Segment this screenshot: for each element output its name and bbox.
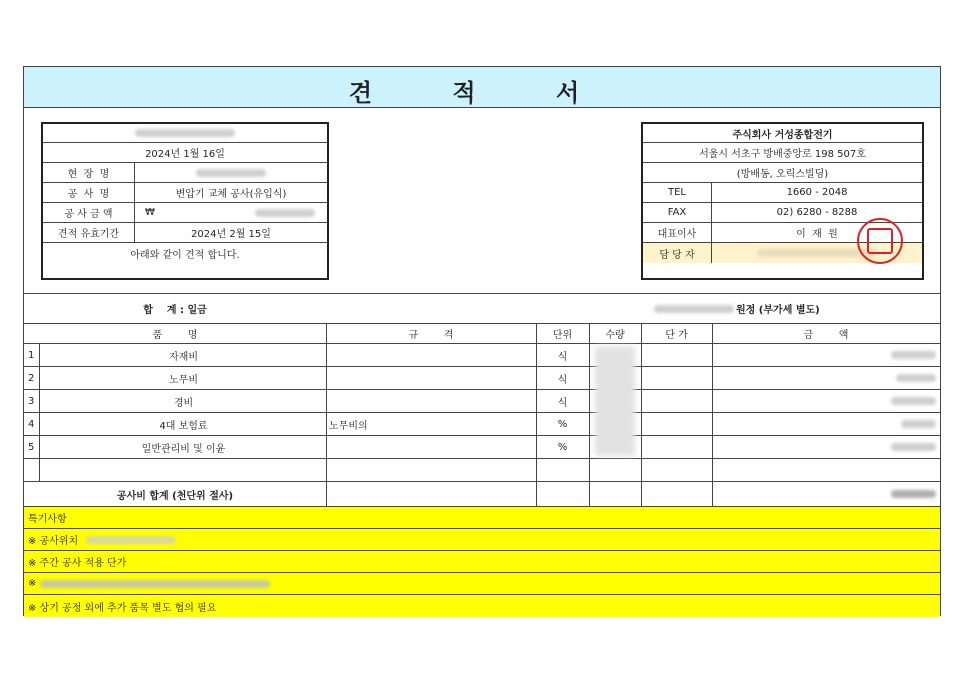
amount-row [43, 203, 327, 223]
amount-label: 공 사 금 액 [64, 209, 113, 220]
work-value: 변압기 교체 공사(유입식) [175, 189, 287, 200]
qty-redacted [595, 346, 635, 456]
row-item-name: 자재비 [169, 351, 198, 363]
work-label: 공 사 명 [67, 189, 110, 200]
validity-row [43, 223, 327, 243]
tel-row [643, 183, 922, 203]
table-row [24, 390, 940, 413]
row-unit: 식 [557, 351, 568, 363]
manager-label: 담 당 자 [659, 249, 695, 261]
subtotal-row [24, 482, 940, 506]
row-unit: % [557, 418, 568, 430]
ceo-value: 이 재 원 [796, 229, 838, 240]
note-item: ※ 공사위치 [24, 529, 940, 551]
row-unit: % [557, 441, 568, 453]
table-row [24, 344, 940, 367]
title-bar [24, 67, 940, 108]
row-item-name: 일반관리비 및 이윤 [141, 443, 226, 455]
row-number: 5 [24, 436, 40, 458]
table-row [24, 413, 940, 436]
tel-value: 1660 - 2048 [786, 187, 848, 198]
row-number: 3 [24, 390, 40, 412]
work-row [43, 183, 327, 203]
row-amount [712, 390, 936, 412]
table-row-empty [24, 459, 940, 482]
fax-label: FAX [667, 207, 687, 218]
header-qty: 수량 [605, 330, 625, 341]
date-row [43, 143, 327, 163]
header-name: 품 명 [152, 330, 198, 341]
company-name: 주식회사 거성종합전기 [732, 129, 833, 141]
row-spec [326, 390, 536, 412]
row-spec [326, 344, 536, 366]
address1-row [643, 143, 922, 163]
total-label: 합 계 : 일금 [143, 305, 207, 316]
row-item-name: 경비 [173, 397, 194, 409]
quote-date: 2024년 1월 16일 [145, 149, 225, 160]
client-name [43, 124, 327, 142]
currency-symbol: ₩ [145, 207, 155, 218]
address-line-1: 서울시 서초구 방배중앙로 198 507호 [699, 149, 866, 160]
summary-row [24, 294, 940, 323]
header-spec: 규 격 [408, 330, 454, 341]
header-unit-price: 단 가 [665, 330, 688, 341]
total-suffix: 원정 (부가세 별도) [736, 305, 820, 316]
note-item: ※ [24, 573, 940, 595]
site-label: 현 장 명 [67, 169, 110, 180]
total-amount [614, 294, 734, 323]
row-number: 1 [24, 344, 40, 366]
header-unit: 단위 [552, 330, 573, 341]
header-amount: 금 액 [803, 330, 849, 341]
fax-value: 02) 6280 - 8288 [776, 207, 858, 218]
address2-row [643, 163, 922, 183]
row-unit: 식 [557, 397, 568, 409]
address-line-2: (방배동, 오릭스빌딩) [736, 169, 829, 180]
quote-note: 아래와 같이 견적 합니다. [130, 249, 240, 261]
row-spec [326, 436, 536, 458]
table-row [24, 367, 940, 390]
client-row [43, 124, 327, 143]
quotation-sheet [23, 66, 941, 616]
note-item: ※ 상기 공정 외에 추가 품목 별도 협의 필요 [24, 595, 940, 617]
row-amount [712, 413, 936, 435]
row-spec: 노무비의 [329, 420, 368, 432]
table-header [24, 324, 940, 344]
row-number: 2 [24, 367, 40, 389]
row-item-name: 노무비 [169, 374, 198, 386]
row-item-name: 4대 보험료 [159, 420, 208, 432]
row-amount [712, 367, 936, 389]
row-number: 4 [24, 413, 40, 435]
tel-label: TEL [668, 187, 686, 198]
notes-title: 특기사항 [24, 507, 940, 529]
document-title: 견 적 서 [348, 79, 616, 107]
client-info-box [41, 122, 329, 280]
company-row [643, 124, 922, 143]
note-row [43, 243, 327, 263]
row-amount [712, 344, 936, 366]
row-amount [712, 436, 936, 458]
table-row [24, 436, 940, 459]
company-seal-icon [857, 218, 903, 264]
items-table [24, 324, 940, 506]
site-value [135, 163, 327, 182]
row-unit: 식 [557, 374, 568, 386]
site-row [43, 163, 327, 183]
amount-value [135, 203, 327, 222]
row-spec [326, 367, 536, 389]
note-item: ※ 주간 공사 적용 단가 [24, 551, 940, 573]
ceo-label: 대표이사 [657, 229, 697, 240]
subtotal-label: 공사비 합계 (천단위 절사) [116, 490, 234, 502]
subtotal-amount [712, 482, 936, 506]
validity-value: 2024년 2월 15일 [191, 229, 271, 240]
validity-label: 견적 유효기간 [57, 229, 120, 240]
